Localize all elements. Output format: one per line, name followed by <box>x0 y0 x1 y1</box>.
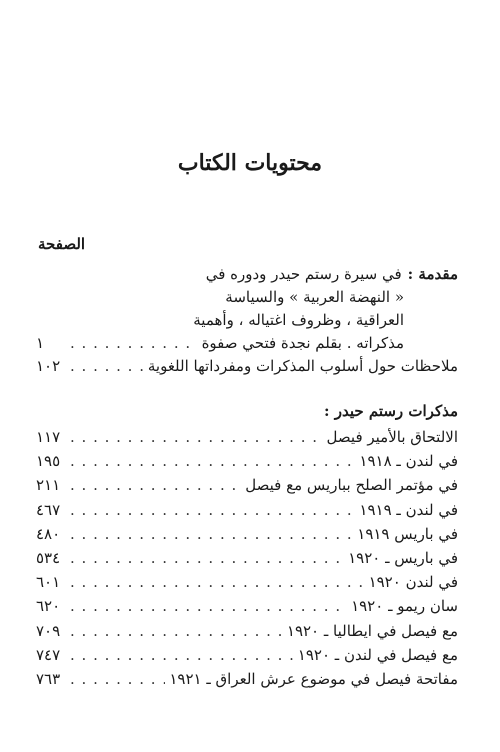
page-number: ٦٠١ <box>36 573 61 592</box>
entry-title: في لندن ـ ١٩١٨ <box>359 452 458 471</box>
page-number: ١٩٥ <box>36 452 61 471</box>
toc-row <box>36 357 458 375</box>
page-number: ٧٦٣ <box>36 669 61 688</box>
introduction-text: « النهضة العربية » والسياسة <box>225 288 404 306</box>
entry-title: في لندن ١٩٢٠ <box>368 573 458 592</box>
page-number: ١ <box>36 334 45 352</box>
introduction-line <box>36 265 458 288</box>
toc-row <box>36 525 458 549</box>
entry-title: مع فيصل في ايطاليا ـ ١٩٢٠ <box>286 621 458 640</box>
page-number: ١٠٢ <box>36 357 61 375</box>
dot-leader <box>70 670 165 688</box>
toc-row <box>36 428 458 452</box>
page-number: ٧٤٧ <box>36 645 61 664</box>
entry-title: في باريس ـ ١٩٢٠ <box>348 548 458 567</box>
toc-row <box>36 452 458 476</box>
section-heading: مذكرات رستم حيدر : <box>323 402 458 420</box>
dot-leader <box>70 476 241 494</box>
entry-title: الالتحاق بالأمير فيصل <box>326 428 458 446</box>
page-number: ٧٠٩ <box>36 621 61 640</box>
notes-entry <box>36 357 458 375</box>
toc-row <box>36 501 458 525</box>
introduction-lead: مقدمة : <box>407 265 458 283</box>
toc-row <box>36 670 458 694</box>
entry-title: مفاتحة فيصل في موضوع عرش العراق ـ ١٩٢١ <box>169 669 458 688</box>
toc-row <box>36 646 458 670</box>
toc-row <box>36 597 458 621</box>
dot-leader <box>70 452 355 470</box>
page-title: محتويات الكتاب <box>177 150 323 176</box>
entry-title: ملاحظات حول أسلوب المذكرات ومفرداتها اللغوية <box>147 357 458 375</box>
dot-leader <box>70 357 144 375</box>
introduction-line <box>36 288 458 311</box>
toc-list <box>36 428 458 694</box>
dot-leader <box>70 646 294 664</box>
toc-row <box>36 549 458 573</box>
toc-row <box>36 573 458 597</box>
page-column-label: الصفحة <box>38 235 86 253</box>
page-number: ٥٣٤ <box>36 548 61 567</box>
toc-row <box>36 476 458 500</box>
introduction-text: العراقية ، وظروف اغتياله ، وأهمية <box>193 311 404 329</box>
introduction-line <box>36 311 458 334</box>
introduction-text: في سيرة رستم حيدر ودوره في <box>205 265 402 283</box>
entry-title: مع فيصل في لندن ـ ١٩٢٠ <box>297 645 458 664</box>
entry-title: سان ريمو ـ ١٩٢٠ <box>351 597 458 616</box>
entry-title: في مؤتمر الصلح بباريس مع فيصل <box>245 476 458 495</box>
dot-leader <box>70 597 347 615</box>
introduction-line <box>36 334 458 357</box>
page-number: ٤٨٠ <box>36 524 61 543</box>
entry-title: في لندن ـ ١٩١٩ <box>359 500 458 519</box>
page-number: ٦٢٠ <box>36 597 61 616</box>
dot-leader <box>70 622 283 640</box>
toc-row <box>36 622 458 646</box>
introduction-text: مذكراته . بقلم نجدة فتحي صفوة <box>201 334 404 352</box>
page-number: ٤٦٧ <box>36 500 61 519</box>
page-number: ١١٧ <box>36 428 61 446</box>
dot-leader <box>70 549 344 567</box>
dot-leader <box>70 428 323 446</box>
entry-title: في باريس ١٩١٩ <box>357 524 458 543</box>
dot-leader <box>70 573 365 591</box>
page-number: ٢١١ <box>36 476 61 495</box>
introduction-entry <box>36 265 458 357</box>
dot-leader <box>70 525 353 543</box>
dot-leader <box>70 334 198 352</box>
dot-leader <box>70 501 355 519</box>
